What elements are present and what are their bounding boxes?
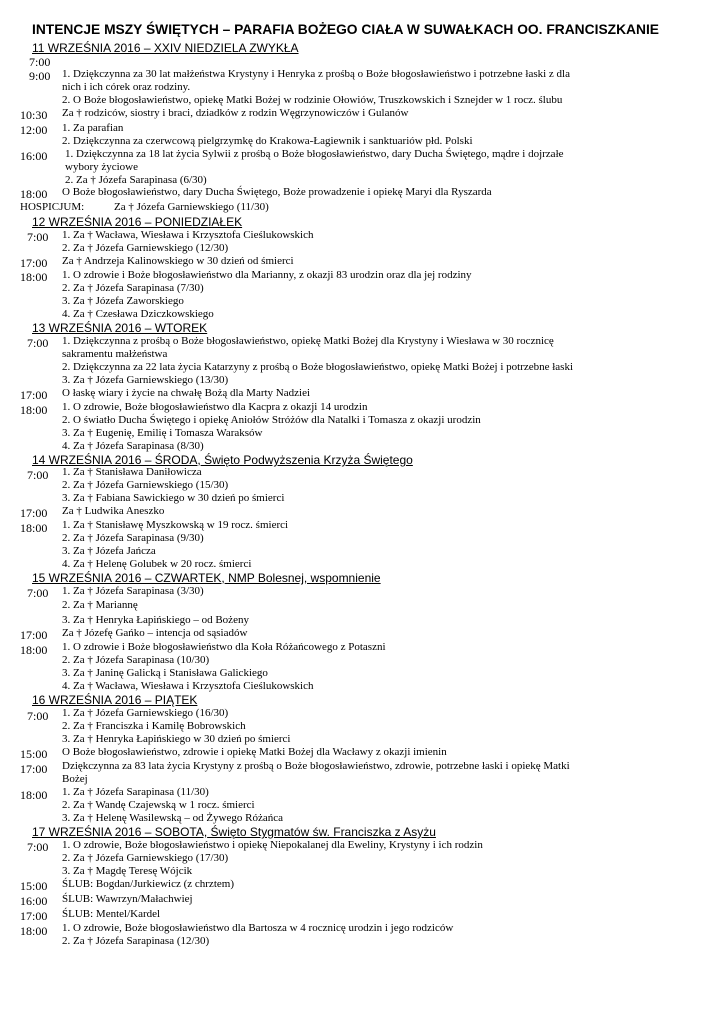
mass-time: 16:00 [20,149,48,163]
day-header-feast: Święto Podwyższenia Krzyża Świętego [200,453,413,467]
intention-line: 2. Dziękczynna za czerwcową pielgrzymkę do Krakowa-Łagiewnik i sanktuariów płd. Polski [62,135,473,147]
mass-time: 7:00 [27,468,49,482]
intention-line: Za † rodziców, siostry i braci, dziadków z rodzin Węgrzynowiczów i Gulanów [62,107,409,119]
mass-time: 7:00 [27,709,49,723]
intention-line: ŚLUB: Wawrzyn/Małachwiej [62,893,193,905]
intention-line: 4. Za † Józefa Sarapinasa (8/30) [62,440,204,452]
intention-line: 1. Za † Józefa Sarapinasa (3/30) [62,585,204,597]
mass-time: 7:00 [27,586,49,600]
intention-line: 1. Za † Stanisławę Myszkowską w 19 rocz. śmierci [62,519,289,531]
intention-line: 2. Za † Józefa Garniewskiego (15/30) [62,479,229,491]
day-header-date: 15 WRZEŚNIA 2016 – CZWARTEK, [32,571,225,585]
mass-time: 16:00 [20,894,48,908]
intention-line: 2. Za † Józefa Sarapinasa (10/30) [62,654,210,666]
mass-time: 7:00 [27,230,49,244]
intention-line: 1. O zdrowie, Boże błogosławieństwo dla Bartosza w 4 rocznicę urodzin i jego rodziców [62,922,454,934]
mass-time: 18:00 [20,403,48,417]
mass-time: 12:00 [20,123,48,137]
intention-line: sakramentu małżeństwa [62,348,168,360]
mass-time: 18:00 [20,788,48,802]
mass-time: 18:00 [20,643,48,657]
mass-time: 10:30 [20,108,48,122]
intention-line: Bożej [62,773,88,785]
mass-time: 7:00 [27,336,49,350]
mass-time: 18:00 [20,924,48,938]
mass-time: 15:00 [20,747,48,761]
intention-line: 3. Za † Józefa Jańcza [62,545,156,557]
intention-line: 1. O zdrowie i Boże błogosławieństwo dla Koła Różańcowego z Potaszni [62,641,386,653]
mass-time: 17:00 [20,506,48,520]
intention-line: 2. Za † Józefa Sarapinasa (9/30) [62,532,204,544]
intention-line: ŚLUB: Bogdan/Jurkiewicz (z chrztem) [62,878,234,890]
intention-line: 1. Dziękczynna za 18 lat życia Sylwii z prośbą o Boże błogosławieństwo, dary Ducha Świętego, mądre i dojrzałe [65,148,564,160]
intention-line: 2. Za † Józefa Garniewskiego (12/30) [62,242,229,254]
hospicjum-label: HOSPICJUM: [20,201,85,213]
intention-line: 1. O zdrowie, Boże błogosławieństwo i opiekę Niepokalanej dla Eweliny, Krystyny i ich rodzin [62,839,483,851]
mass-time: 17:00 [20,628,48,642]
day-header-feast: Święto Stygmatów św. Franciszka z Asyżu [207,825,436,839]
mass-time: 15:00 [20,879,48,893]
intention-line: 3. Za † Józefa Garniewskiego (13/30) [62,374,229,386]
hospicjum-intention: Za † Józefa Garniewskiego (11/30) [114,201,269,213]
intention-line: 3. Za † Henryka Łapińskiego – od Bożeny [62,614,249,626]
intention-line: 3. Za † Helenę Wasilewską – od Żywego Różańca [62,812,283,824]
day-header [32,825,436,839]
intention-line: 2. O światło Ducha Świętego i opiekę Aniołów Stróżów dla Natalki i Tomasza z okazji urodzin [62,414,481,426]
day-header [32,571,381,585]
day-header [32,453,413,467]
day-header-date: 17 WRZEŚNIA 2016 – SOBOTA, [32,825,208,839]
mass-time: 9:00 [29,69,51,83]
intention-line: 1. Za parafian [62,122,124,134]
intention-line: 1. Za † Stanisława Daniłowicza [62,466,202,478]
intention-line: 1. Za † Wacława, Wiesława i Krzysztofa Cieślukowskich [62,229,314,241]
intention-line: 3. Za † Józefa Zaworskiego [62,295,184,307]
intention-line: 4. Za † Czesława Dziczkowskiego [62,308,214,320]
mass-time: 17:00 [20,762,48,776]
intention-line: 1. Za † Józefa Sarapinasa (11/30) [62,786,209,798]
day-header: 16 WRZEŚNIA 2016 – PIĄTEK [32,693,198,707]
mass-time: 17:00 [20,909,48,923]
document-title: INTENCJE MSZY ŚWIĘTYCH – PARAFIA BOŻEGO CIAŁA W SUWAŁKACH OO. FRANCISZKANIE [32,22,660,37]
intention-line: 3. Za † Eugenię, Emilię i Tomasza Waraksów [62,427,263,439]
intention-line: 2. Za † Józefa Sarapinasa (12/30) [62,935,210,947]
intention-line: 3. Za † Henryka Łapińskiego w 30 dzień po śmierci [62,733,291,745]
day-header: 11 WRZEŚNIA 2016 – XXIV NIEDZIELA ZWYKŁA [32,41,299,55]
mass-time: 18:00 [20,521,48,535]
intention-line: 1. Dziękczynna za 30 lat małżeństwa Krystyny i Henryka z prośbą o Boże błogosławieństwo i potrzebne łaski z dla [62,68,570,80]
intention-line: 3. Za † Janinę Galicką i Stanisława Galickiego [62,667,268,679]
mass-time: 7:00 [29,55,51,69]
day-header-date: 14 WRZEŚNIA 2016 – ŚRODA, [32,453,201,467]
intention-line: Za † Ludwika Aneszko [62,505,165,517]
intention-line: 2. Za † Wandę Czajewską w 1 rocz. śmierci [62,799,255,811]
intention-line: wybory życiowe [65,161,139,173]
intention-line: 2. Za † Franciszka i Kamilę Bobrowskich [62,720,246,732]
mass-time: 7:00 [27,840,49,854]
intention-line: O Boże błogosławieństwo, dary Ducha Świętego, Boże prowadzenie i opiekę Maryi dla Ryszarda [62,186,492,198]
intention-line: 1. Za † Józefa Garniewskiego (16/30) [62,707,229,719]
intention-line: Za † Andrzeja Kalinowskiego w 30 dzień od śmierci [62,255,294,267]
intention-line: 2. Za † Józefa Garniewskiego (17/30) [62,852,229,864]
mass-time: 17:00 [20,256,48,270]
intention-line: 3. Za † Fabiana Sawickiego w 30 dzień po śmierci [62,492,285,504]
intention-line: ŚLUB: Mentel/Kardel [62,908,161,920]
day-header-feast: NMP Bolesnej, wspomnienie [224,571,381,585]
day-header: 13 WRZEŚNIA 2016 – WTOREK [32,321,208,335]
mass-time: 17:00 [20,388,48,402]
intention-line: 1. O zdrowie i Boże błogosławieństwo dla Marianny, z okazji 83 urodzin oraz dla jej rodziny [62,269,472,281]
intention-line: 2. Dziękczynna za 22 lata życia Katarzyny z prośbą o Boże błogosławieństwo, opiekę Matki Bożej i potrzebne łaski [62,361,574,373]
mass-time: 18:00 [20,270,48,284]
intention-line: 2. Za † Mariannę [62,599,138,611]
intention-line: 1. O zdrowie, Boże błogosławieństwo dla Kacpra z okazji 14 urodzin [62,401,368,413]
intention-line: O Boże błogosławieństwo, zdrowie i opiekę Matki Bożej dla Wacławy z okazji imienin [62,746,447,758]
intention-line: 3. Za † Magdę Teresę Wójcik [62,865,193,877]
day-header: 12 WRZEŚNIA 2016 – PONIEDZIAŁEK [32,215,243,229]
intention-line: nich i ich córek oraz rodziny. [62,81,191,93]
intention-line: Dziękczynna za 83 lata życia Krystyny z prośbą o Boże błogosławieństwo, zdrowie, potrzebne łaski i opiekę Matki [62,760,570,772]
intention-line: O łaskę wiary i życie na chwałę Bożą dla Marty Nadziei [62,387,311,399]
intention-line: Za † Józefę Gańko – intencja od sąsiadów [62,627,248,639]
intention-line: 2. Za † Józefa Sarapinasa (6/30) [65,174,207,186]
intention-line: 2. O Boże błogosławieństwo, opiekę Matki Bożej w rodzinie Ołowiów, Truszkowskich i Sznejder w 1 rocz. ślubu [62,94,563,106]
mass-time: 18:00 [20,187,48,201]
intention-line: 2. Za † Józefa Sarapinasa (7/30) [62,282,204,294]
intention-line: 4. Za † Helenę Golubek w 20 rocz. śmierci [62,558,252,570]
intention-line: 4. Za † Wacława, Wiesława i Krzysztofa Cieślukowskich [62,680,314,692]
intention-line: 1. Dziękczynna z prośbą o Boże błogosławieństwo, opiekę Matki Bożej dla Krystyny i Wiesława w 30 rocznicę [62,335,554,347]
